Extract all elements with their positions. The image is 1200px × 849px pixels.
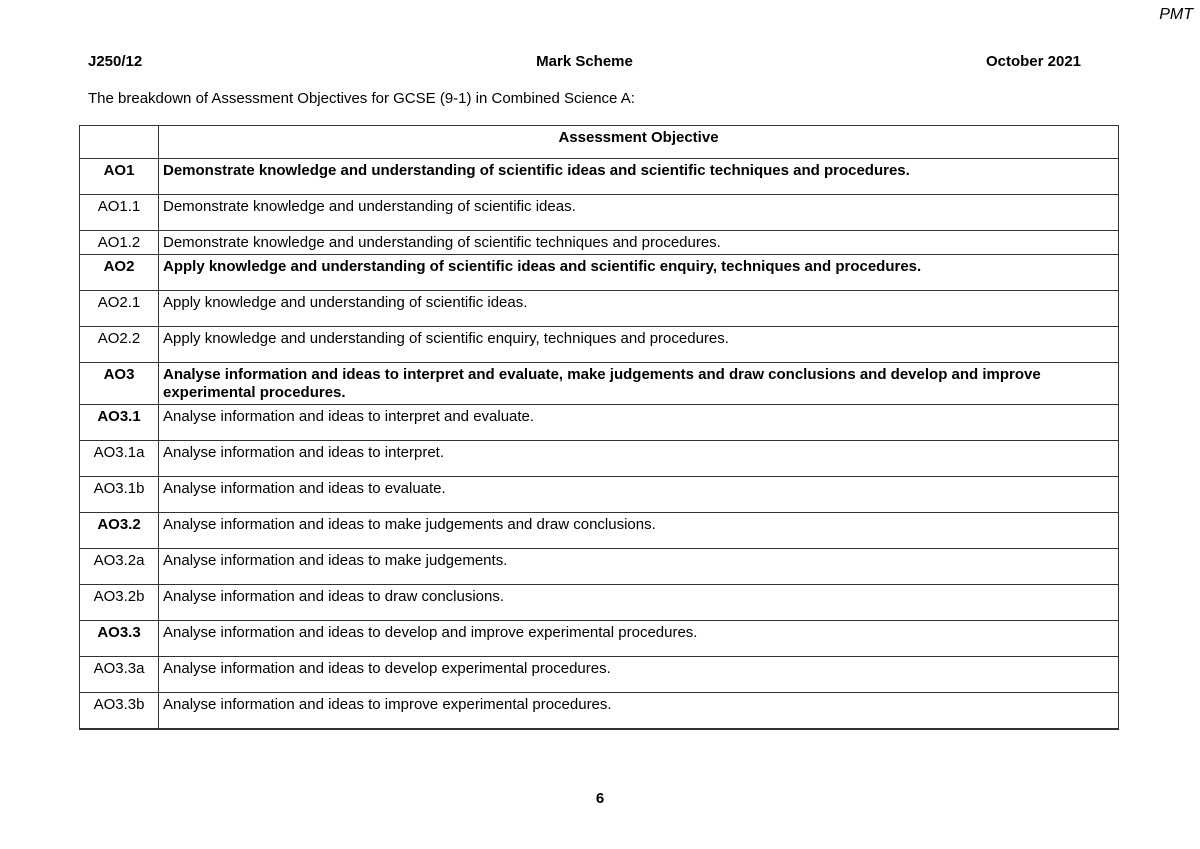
table-row — [80, 657, 1119, 693]
ao-description-cell: Apply knowledge and understanding of scientific enquiry, techniques and procedures. — [159, 327, 1119, 363]
table-row — [80, 363, 1119, 405]
paper-code: J250/12 — [88, 53, 143, 70]
intro-text: The breakdown of Assessment Objectives for GCSE (9-1) in Combined Science A: — [88, 90, 635, 107]
ao-description-cell: Analyse information and ideas to improve experimental procedures. — [159, 693, 1119, 729]
ao-code-cell: AO3.1 — [80, 405, 159, 441]
table-row — [80, 621, 1119, 657]
ao-code-cell: AO3.2a — [80, 549, 159, 585]
ao-code-cell: AO3.3a — [80, 657, 159, 693]
ao-description-cell: Demonstrate knowledge and understanding of scientific techniques and procedures. — [159, 231, 1119, 255]
table-row — [80, 549, 1119, 585]
table-row — [80, 327, 1119, 363]
table-header-cell: Assessment Objective — [159, 126, 1119, 159]
page-number: 6 — [595, 790, 605, 807]
document-header — [88, 53, 1081, 71]
ao-code-cell: AO3.2b — [80, 585, 159, 621]
ao-description-cell: Analyse information and ideas to make judgements. — [159, 549, 1119, 585]
ao-description-cell: Analyse information and ideas to evaluate. — [159, 477, 1119, 513]
table-row — [80, 159, 1119, 195]
table-row — [80, 693, 1119, 729]
table-header-row — [80, 126, 1119, 159]
assessment-objectives-table — [79, 125, 1119, 730]
ao-description-cell: Analyse information and ideas to interpret. — [159, 441, 1119, 477]
table-row — [80, 195, 1119, 231]
ao-code-cell: AO2.2 — [80, 327, 159, 363]
table-row — [80, 477, 1119, 513]
ao-description-cell: Analyse information and ideas to develop and improve experimental procedures. — [159, 621, 1119, 657]
table-row — [80, 291, 1119, 327]
ao-description-cell: Analyse information and ideas to interpret and evaluate, make judgements and draw conclusions and develop and improve experimental procedures. — [159, 363, 1119, 405]
table-row — [80, 513, 1119, 549]
ao-description-cell: Demonstrate knowledge and understanding of scientific ideas. — [159, 195, 1119, 231]
ao-description-cell: Analyse information and ideas to interpret and evaluate. — [159, 405, 1119, 441]
ao-code-cell: AO3.3 — [80, 621, 159, 657]
ao-table-body — [80, 159, 1119, 729]
table-row — [80, 441, 1119, 477]
table-row — [80, 231, 1119, 255]
ao-description-cell: Demonstrate knowledge and understanding of scientific ideas and scientific techniques and procedures. — [159, 159, 1119, 195]
ao-description-cell: Apply knowledge and understanding of scientific ideas and scientific enquiry, techniques and procedures. — [159, 255, 1119, 291]
ao-description-cell: Apply knowledge and understanding of scientific ideas. — [159, 291, 1119, 327]
ao-code-cell: AO3.1a — [80, 441, 159, 477]
table-row — [80, 585, 1119, 621]
document-date: October 2021 — [985, 53, 1081, 70]
ao-code-cell: AO3.3b — [80, 693, 159, 729]
ao-description-cell: Analyse information and ideas to make judgements and draw conclusions. — [159, 513, 1119, 549]
ao-code-cell: AO1 — [80, 159, 159, 195]
ao-code-cell: AO1.1 — [80, 195, 159, 231]
ao-code-cell: AO1.2 — [80, 231, 159, 255]
ao-code-cell: AO3 — [80, 363, 159, 405]
ao-description-cell: Analyse information and ideas to draw conclusions. — [159, 585, 1119, 621]
ao-code-cell: AO2 — [80, 255, 159, 291]
pmt-watermark: PMT — [1159, 6, 1193, 23]
ao-code-cell: AO2.1 — [80, 291, 159, 327]
ao-code-cell: AO3.2 — [80, 513, 159, 549]
document-title: Mark Scheme — [536, 53, 633, 70]
table-corner-cell — [80, 126, 159, 159]
table-row — [80, 405, 1119, 441]
table-row — [80, 255, 1119, 291]
ao-description-cell: Analyse information and ideas to develop experimental procedures. — [159, 657, 1119, 693]
ao-code-cell: AO3.1b — [80, 477, 159, 513]
